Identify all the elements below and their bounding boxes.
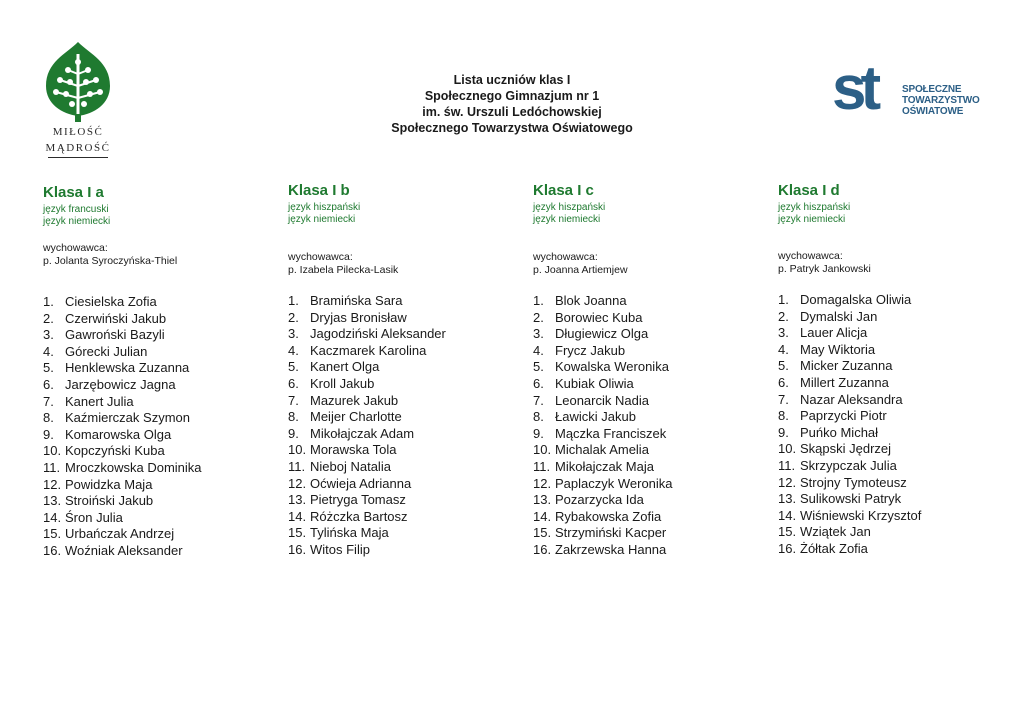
motto-line-1: MIŁOŚĆ [52, 126, 104, 138]
student-item: 4. Górecki Julian [43, 343, 148, 359]
tutor-name: p. Joanna Artiemjew [533, 264, 628, 276]
student-item: 6. Millert Zuzanna [778, 374, 889, 390]
class-column-1a [43, 184, 283, 560]
student-item: 12. Strojny Tymoteusz [778, 474, 907, 490]
sto-letters: st [832, 54, 876, 123]
student-item: 9. Puńko Michał [778, 424, 879, 440]
class-tutor [288, 251, 528, 277]
class-column-1d [778, 182, 1018, 558]
student-item: 1. Bramińska Sara [288, 293, 403, 308]
student-item: 5. Henklewska Zuzanna [43, 360, 190, 376]
student-item: 16. Żółtak Zofia [778, 540, 868, 556]
student-item: 16. Woźniak Aleksander [43, 542, 183, 558]
sto-name-line-1: SPOŁECZNE [902, 84, 962, 95]
student-item: 13. Stroiński Jakub [43, 493, 154, 509]
tutor-name: p. Patryk Jankowski [778, 263, 871, 275]
student-item: 13. Pietryga Tomasz [288, 492, 406, 508]
class-tutor [778, 250, 1018, 276]
student-item: 6. Kroll Jakub [288, 375, 375, 391]
class-languages [778, 202, 1018, 226]
language-2: język niemiecki [288, 214, 356, 225]
student-item: 15. Tylińska Maja [288, 525, 389, 541]
title-line-1: Lista uczniów klas I [453, 73, 571, 87]
student-item: 6. Kubiak Oliwia [533, 375, 634, 391]
motto-divider [48, 157, 108, 158]
tree-leaf-icon [42, 40, 114, 122]
student-item: 6. Jarzębowicz Jagna [43, 376, 176, 392]
motto-line-2: MĄDROŚĆ [45, 142, 111, 154]
student-item: 7. Kanert Julia [43, 393, 134, 409]
tutor-label: wychowawca: [43, 242, 108, 254]
student-item: 1. Ciesielska Zofia [43, 294, 157, 309]
class-languages [533, 202, 773, 226]
student-item: 8. Paprzycki Piotr [778, 408, 887, 424]
document-title [300, 72, 724, 136]
student-item: 14. Śron Julia [43, 509, 123, 525]
class-column-1b [288, 182, 528, 559]
language-1: język hiszpański [533, 202, 606, 213]
student-list [778, 292, 1018, 558]
student-item: 10. Kopczyński Kuba [43, 443, 165, 459]
student-item: 14. Wiśniewski Krzysztof [778, 507, 922, 523]
title-line-3: im. św. Urszuli Ledóchowskiej [422, 105, 602, 119]
student-item: 2. Dryjas Bronisław [288, 309, 407, 325]
student-item: 10. Michalak Amelia [533, 442, 649, 458]
sto-name-line-3: OŚWIATOWE [902, 106, 964, 117]
student-item: 16. Zakrzewska Hanna [533, 541, 667, 557]
student-item: 15. Strzymiński Kacper [533, 525, 667, 541]
student-item: 1. Domagalska Oliwia [778, 292, 912, 307]
class-title: Klasa I a [43, 184, 104, 201]
student-item: 16. Witos Filip [288, 541, 370, 557]
class-title: Klasa I c [533, 182, 594, 199]
class-title: Klasa I b [288, 182, 350, 199]
title-line-2: Społecznego Gimnazjum nr 1 [424, 89, 600, 103]
student-item: 12. Oćwieja Adrianna [288, 475, 412, 491]
student-list [533, 293, 773, 559]
language-1: język hiszpański [288, 202, 361, 213]
student-item: 11. Skrzypczak Julia [778, 457, 897, 473]
class-languages [288, 202, 528, 226]
language-2: język niemiecki [533, 214, 601, 225]
tutor-name: p. Jolanta Syroczyńska-Thiel [43, 255, 178, 267]
logo-milosc-madrosc [40, 40, 116, 158]
logo-sto [832, 54, 984, 128]
language-2: język niemiecki [43, 216, 111, 227]
class-languages [43, 204, 283, 228]
student-item: 7. Nazar Aleksandra [778, 391, 903, 407]
student-item: 11. Nieboj Natalia [288, 458, 391, 474]
student-item: 3. Jagodziński Aleksander [288, 326, 446, 342]
student-item: 3. Lauer Alicja [778, 325, 868, 341]
tutor-name: p. Izabela Pilecka-Lasik [288, 264, 399, 276]
student-item: 3. Długiewicz Olga [533, 326, 649, 342]
student-item: 2. Borowiec Kuba [533, 309, 643, 325]
student-item: 15. Urbańczak Andrzej [43, 526, 175, 542]
student-item: 12. Paplaczyk Weronika [533, 475, 673, 491]
language-1: język francuski [43, 204, 109, 215]
student-item: 8. Meijer Charlotte [288, 409, 402, 425]
tutor-label: wychowawca: [288, 251, 353, 263]
student-item: 11. Mikołajczak Maja [533, 458, 654, 474]
student-item: 12. Powidzka Maja [43, 476, 153, 492]
student-item: 14. Rybakowska Zofia [533, 508, 662, 524]
student-item: 10. Morawska Tola [288, 442, 397, 458]
student-item: 1. Blok Joanna [533, 293, 627, 308]
student-list [288, 293, 528, 559]
sto-name-line-2: TOWARZYSTWO [902, 95, 980, 106]
student-item: 4. May Wiktoria [778, 341, 876, 357]
student-item: 13. Pozarzycka Ida [533, 492, 644, 508]
class-tutor [43, 242, 283, 268]
student-item: 14. Różczka Bartosz [288, 508, 408, 524]
language-2: język niemiecki [778, 214, 846, 225]
tutor-label: wychowawca: [778, 250, 843, 262]
student-item: 3. Gawroński Bazyli [43, 327, 165, 343]
sto-name [902, 84, 980, 117]
student-item: 5. Micker Zuzanna [778, 358, 893, 374]
student-item: 9. Komarowska Olga [43, 426, 172, 442]
student-item: 8. Kaźmierczak Szymon [43, 410, 190, 426]
student-item: 4. Kaczmarek Karolina [288, 342, 427, 358]
student-item: 2. Czerwiński Jakub [43, 310, 167, 326]
student-list [43, 294, 283, 560]
student-item: 7. Mazurek Jakub [288, 392, 399, 408]
student-item: 9. Mączka Franciszek [533, 425, 667, 441]
student-item: 4. Frycz Jakub [533, 342, 626, 358]
student-item: 7. Leonarcik Nadia [533, 392, 649, 408]
class-column-1c [533, 182, 773, 559]
student-item: 5. Kowalska Weronika [533, 359, 669, 375]
student-item: 9. Mikołajczak Adam [288, 425, 415, 441]
student-item: 5. Kanert Olga [288, 359, 380, 375]
student-item: 11. Mroczkowska Dominika [43, 459, 202, 475]
student-item: 13. Sulikowski Patryk [778, 491, 902, 507]
class-title: Klasa I d [778, 182, 840, 199]
student-item: 2. Dymalski Jan [778, 308, 878, 324]
language-1: język hiszpański [778, 202, 851, 213]
class-tutor [533, 251, 773, 277]
student-item: 8. Ławicki Jakub [533, 409, 636, 425]
student-item: 15. Wziątek Jan [778, 524, 871, 540]
student-item: 10. Skąpski Jędrzej [778, 441, 892, 457]
tutor-label: wychowawca: [533, 251, 598, 263]
title-line-4: Społecznego Towarzystwa Oświatowego [391, 121, 633, 135]
